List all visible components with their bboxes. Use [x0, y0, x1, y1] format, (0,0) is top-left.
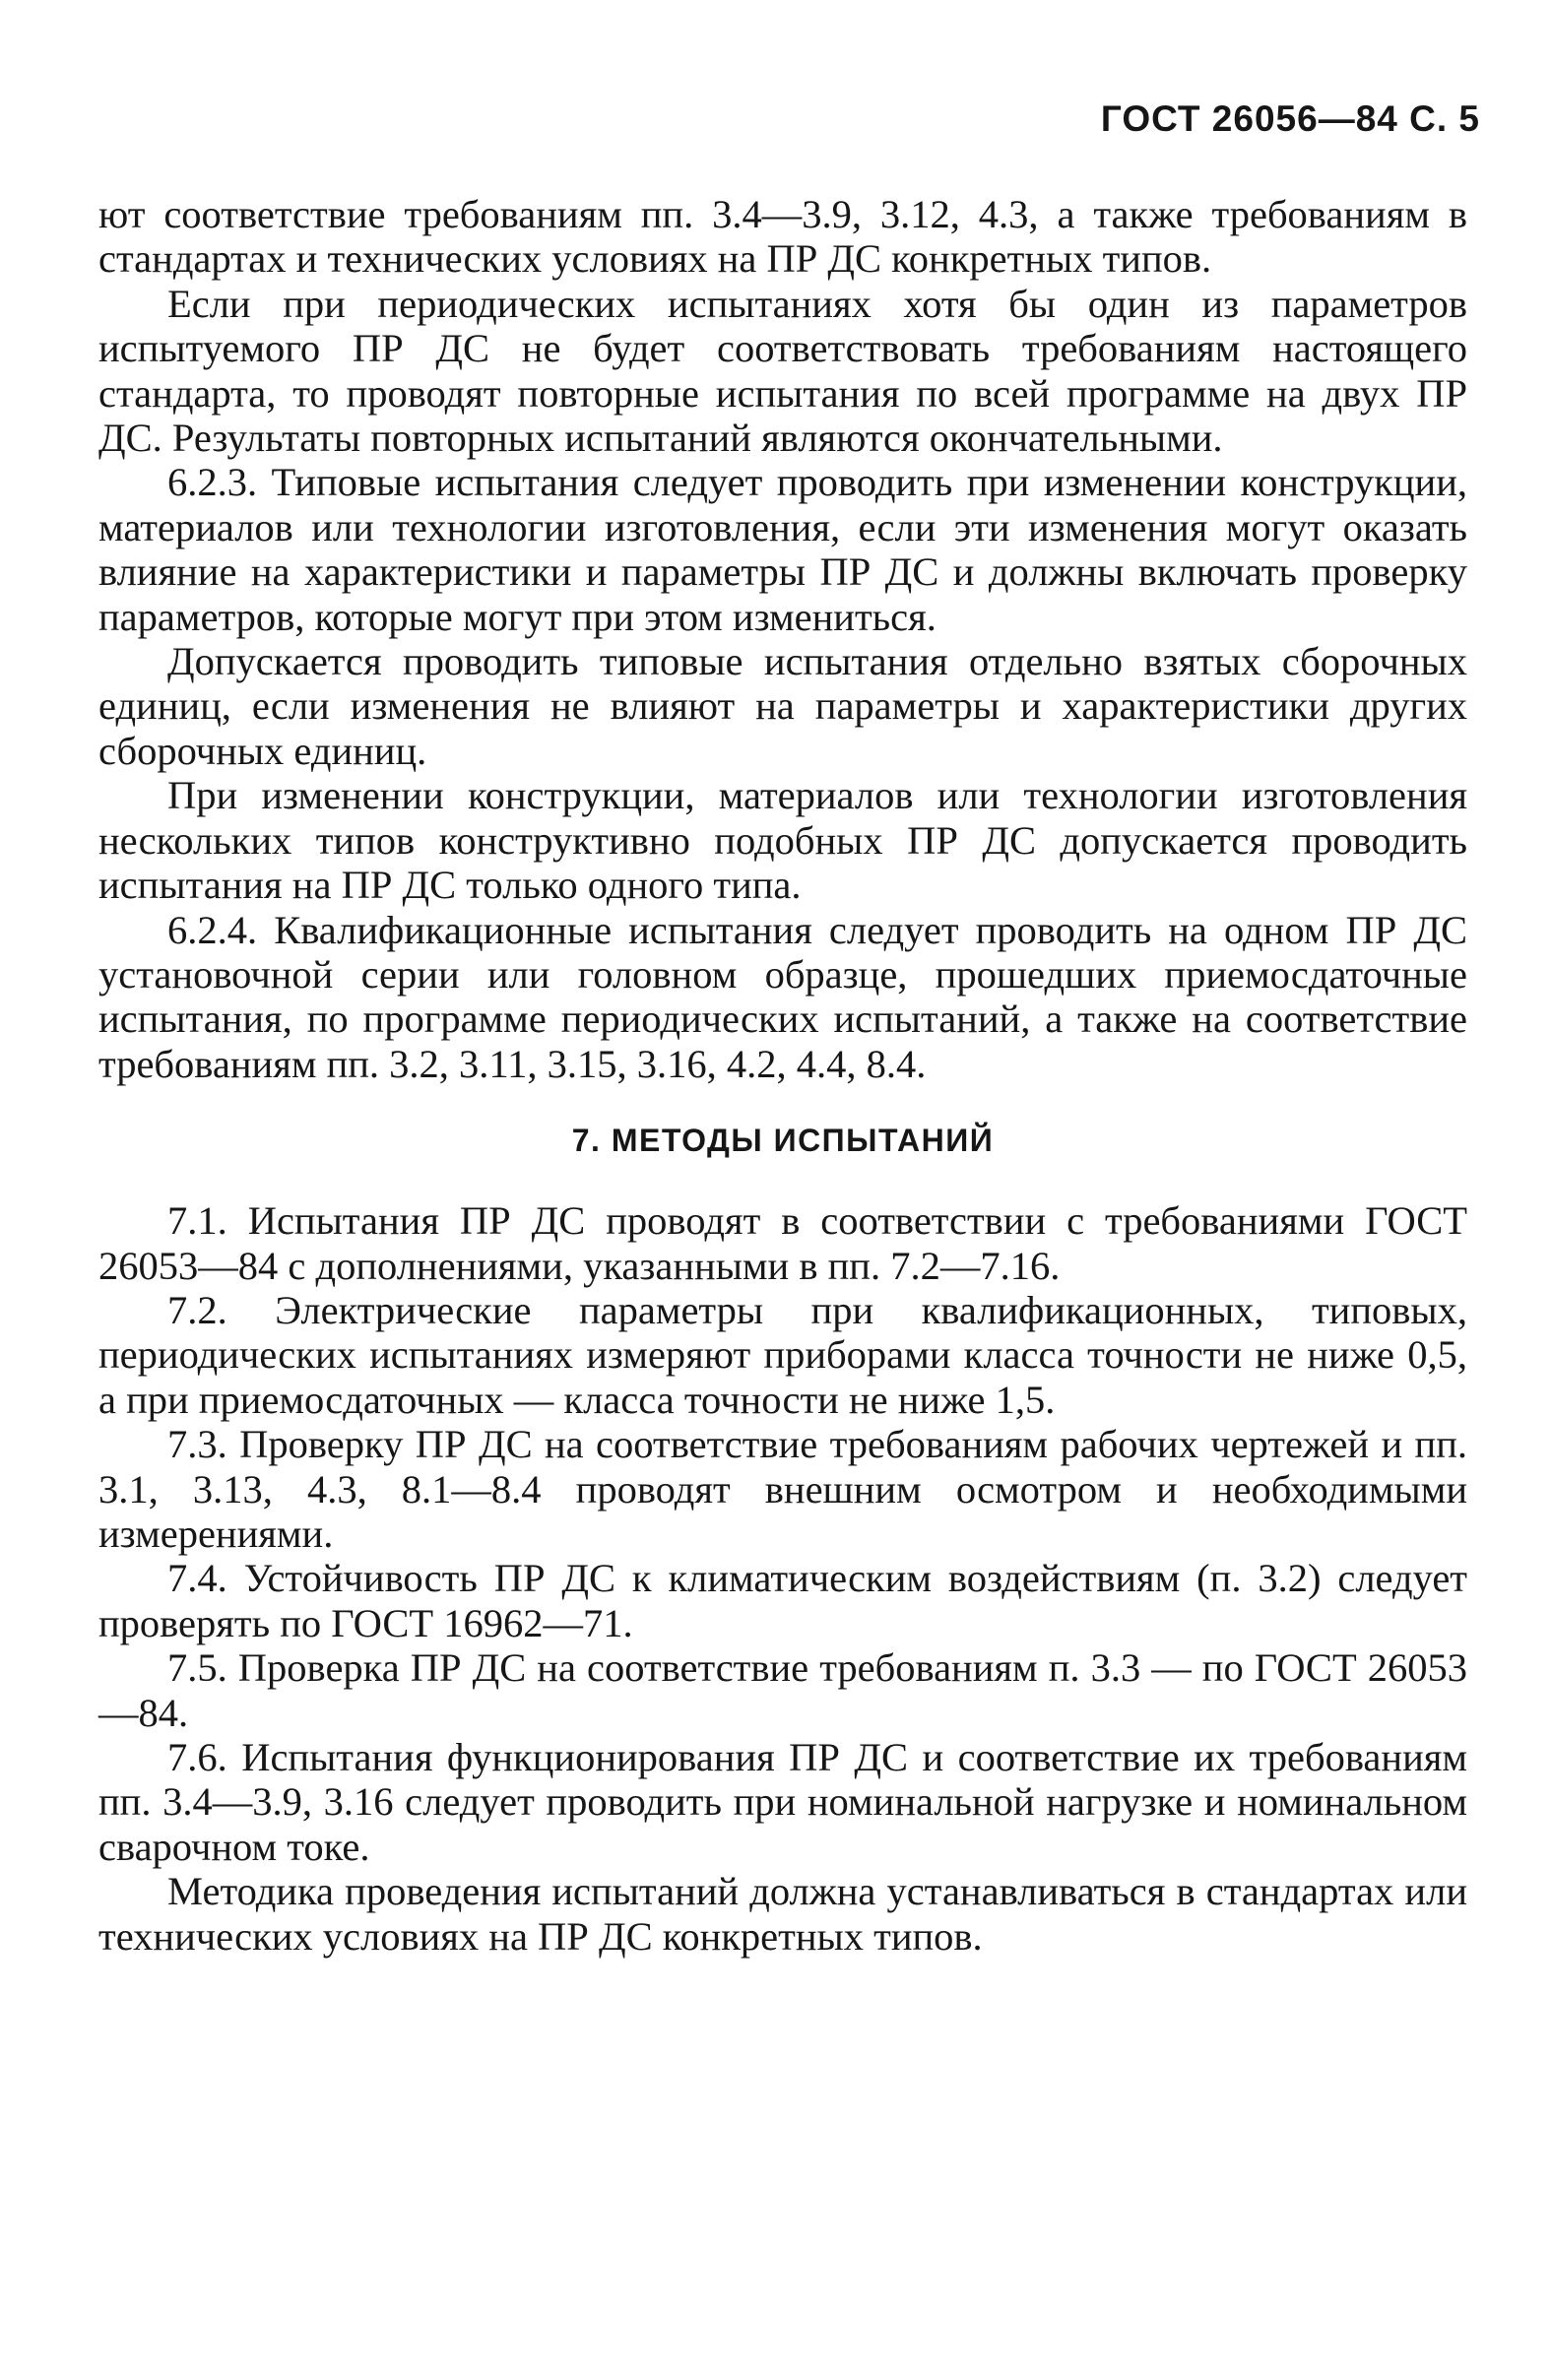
clause-6-2-3: 6.2.3. Типовые испытания следует проводить при изменении конструкции, материалов или технологии изготовления, если эти изменения могут оказать влияние на характеристики и параметры ПР ДС и должны включать проверку параметров, которые могут при этом измениться.: [98, 460, 1467, 639]
paragraph-methodology: Методика проведения испытаний должна устанавливаться в стандартах или технических условиях на ПР ДС конкретных типов.: [98, 1869, 1467, 1959]
paragraph-continuation: ют соответствие требованиям пп. 3.4—3.9, 3.12, 4.3, а также требованиям в стандартах и технических условиях на ПР ДС конкретных типов.: [98, 192, 1467, 282]
paragraph-type-tests-units: Допускается проводить типовые испытания отдельно взятых сборочных единиц, если изменения не влияют на параметры и характеристики других сборочных единиц.: [98, 639, 1467, 773]
running-header: ГОСТ 26056—84 С. 5: [1100, 98, 1480, 139]
clause-7-2: 7.2. Электрические параметры при квалификационных, типовых, периодических испытаниях измеряют приборами класса точности не ниже 0,5, а при приемосдаточных — класса точности не ниже 1,5.: [98, 1287, 1467, 1422]
clause-7-1: 7.1. Испытания ПР ДС проводят в соответствии с требованиями ГОСТ 26053—84 с дополнениями, указанными в пп. 7.2—7.16.: [98, 1198, 1467, 1288]
clause-7-4: 7.4. Устойчивость ПР ДС к климатическим воздействиям (п. 3.2) следует проверять по ГОСТ 16962—71.: [98, 1556, 1467, 1645]
paragraph-similar-types: При изменении конструкции, материалов или технологии изготовления нескольких типов конструктивно подобных ПР ДС допускается проводить испытания на ПР ДС только одного типа.: [98, 773, 1467, 908]
section-heading-test-methods: 7. МЕТОДЫ ИСПЫТАНИЙ: [571, 1123, 995, 1159]
clause-7-6: 7.6. Испытания функционирования ПР ДС и соответствие их требованиям пп. 3.4—3.9, 3.16 следует проводить при номинальной нагрузке и номинальном сварочном токе.: [98, 1735, 1467, 1869]
clause-7-5: 7.5. Проверка ПР ДС на соответствие требованиям п. 3.3 — по ГОСТ 26053—84.: [98, 1645, 1467, 1735]
clause-6-2-4: 6.2.4. Квалификационные испытания следует проводить на одном ПР ДС установочной серии или головном образце, прошедших приемосдаточные испытания, по программе периодических испытаний, а также на соответствие требованиям пп. 3.2, 3.11, 3.15, 3.16, 4.2, 4.4, 8.4.: [98, 907, 1467, 1086]
paragraph-repeat-tests: Если при периодических испытаниях хотя бы один из параметров испытуемого ПР ДС не будет соответствовать требованиям настоящего стандарта, то проводят повторные испытания по всей программе на двух ПР ДС. Результаты повторных испытаний являются окончательными.: [98, 281, 1467, 461]
document-body: [98, 192, 1467, 1959]
clause-7-3: 7.3. Проверку ПР ДС на соответствие требованиям рабочих чертежей и пп. 3.1, 3.13, 4.3, 8.1—8.4 проводят внешним осмотром и необходимыми измерениями.: [98, 1422, 1467, 1556]
